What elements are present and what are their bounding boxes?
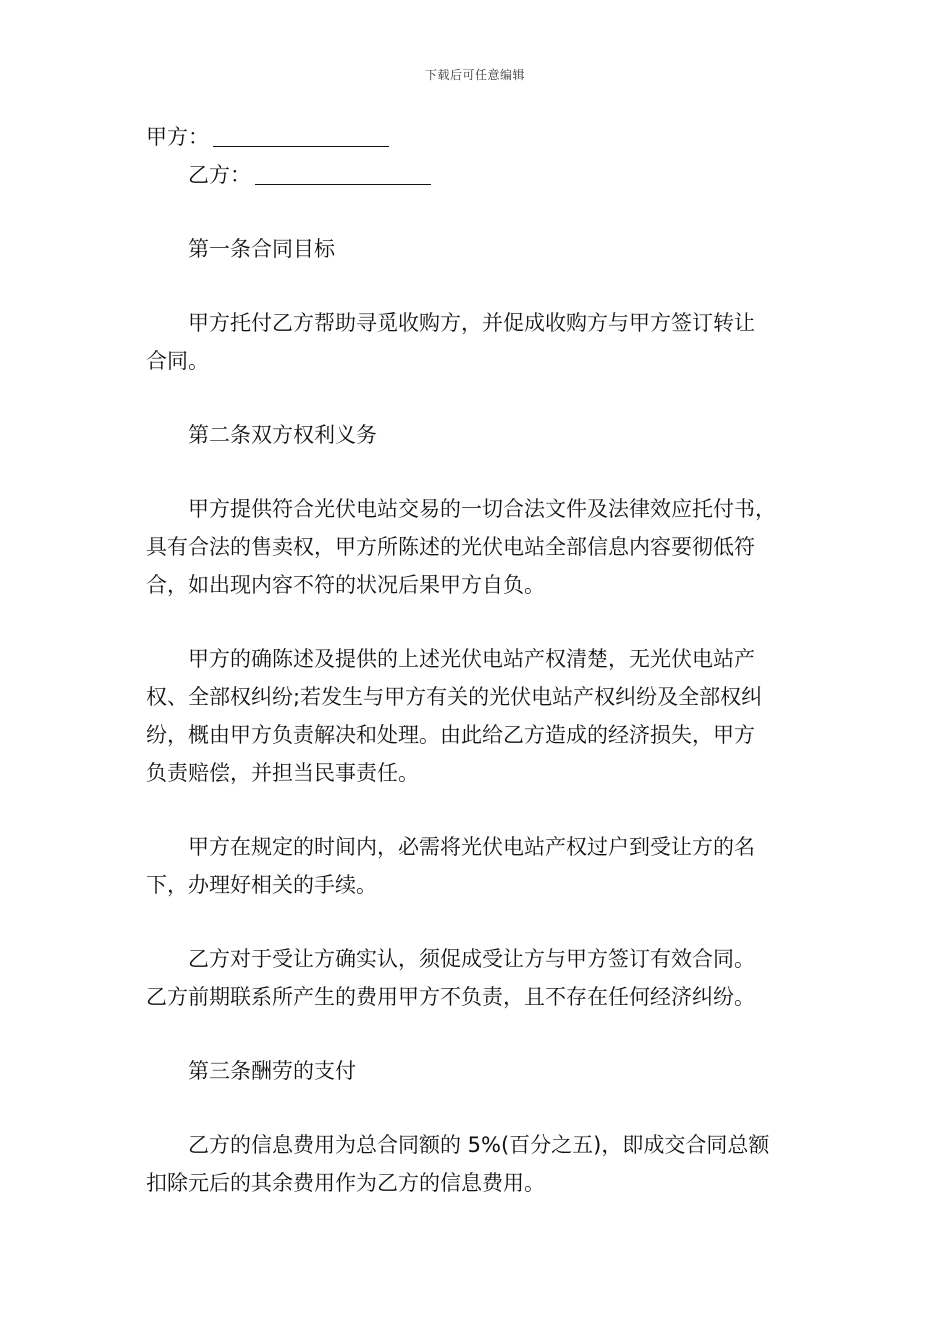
party-b-line: [146, 156, 810, 194]
paragraph: [146, 640, 810, 792]
paragraph-line: 下，办理好相关的手续。: [146, 873, 377, 897]
section-heading: 第三条酬劳的支付: [188, 1059, 356, 1083]
section-heading: 第一条合同目标: [188, 237, 335, 261]
party-b-label: 乙方：: [188, 163, 251, 187]
paragraph: [146, 1126, 810, 1202]
paragraph: [146, 828, 810, 904]
paragraph-line: 乙方对于受让方确实认，须促成受让方与甲方签订有效合同。: [188, 947, 755, 971]
paragraph-line: 甲方在规定的时间内，必需将光伏电站产权过户到受让方的名: [188, 835, 755, 859]
paragraph-line: 甲方提供符合光伏电站交易的一切合法文件及法律效应托付书，: [188, 497, 776, 521]
paragraph: [146, 940, 810, 1016]
party-b-blank: [255, 164, 431, 185]
paragraph-line: 合，如出现内容不符的状况后果甲方自负。: [146, 573, 545, 597]
paragraph-line: 乙方前期联系所产生的费用甲方不负责，且不存在任何经济纠纷。: [146, 985, 755, 1009]
paragraph-line: 具有合法的售卖权，甲方所陈述的光伏电站全部信息内容要彻低符: [146, 535, 755, 559]
paragraph-line: 权、全部权纠纷;若发生与甲方有关的光伏电站产权纠纷及全部权纠: [146, 685, 763, 709]
paragraph: [146, 304, 810, 380]
header-note: 下载后可任意编辑: [424, 68, 525, 82]
paragraph-line: 负责赔偿，并担当民事责任。: [146, 761, 419, 785]
paragraph: [146, 490, 810, 604]
paragraph-line: 纷，概由甲方负责解决和处理。由此给乙方造成的经济损失，甲方: [146, 723, 755, 747]
paragraph-line: 扣除元后的其余费用作为乙方的信息费用。: [146, 1171, 545, 1195]
paragraph-line: 合同。: [146, 349, 209, 373]
paragraph-line: 甲方的确陈述及提供的上述光伏电站产权清楚，无光伏电站产: [188, 647, 755, 671]
party-a-blank: [213, 126, 389, 147]
party-a-label: 甲方：: [146, 125, 209, 149]
paragraph-line: 乙方的信息费用为总合同额的 5%(百分之五)，即成交合同总额: [188, 1133, 770, 1157]
paragraph-line: 甲方托付乙方帮助寻觅收购方，并促成收购方与甲方签订转让: [188, 311, 755, 335]
section-heading: 第二条双方权利义务: [188, 423, 377, 447]
party-a-line: [146, 118, 810, 156]
contract-body: [146, 118, 810, 1202]
